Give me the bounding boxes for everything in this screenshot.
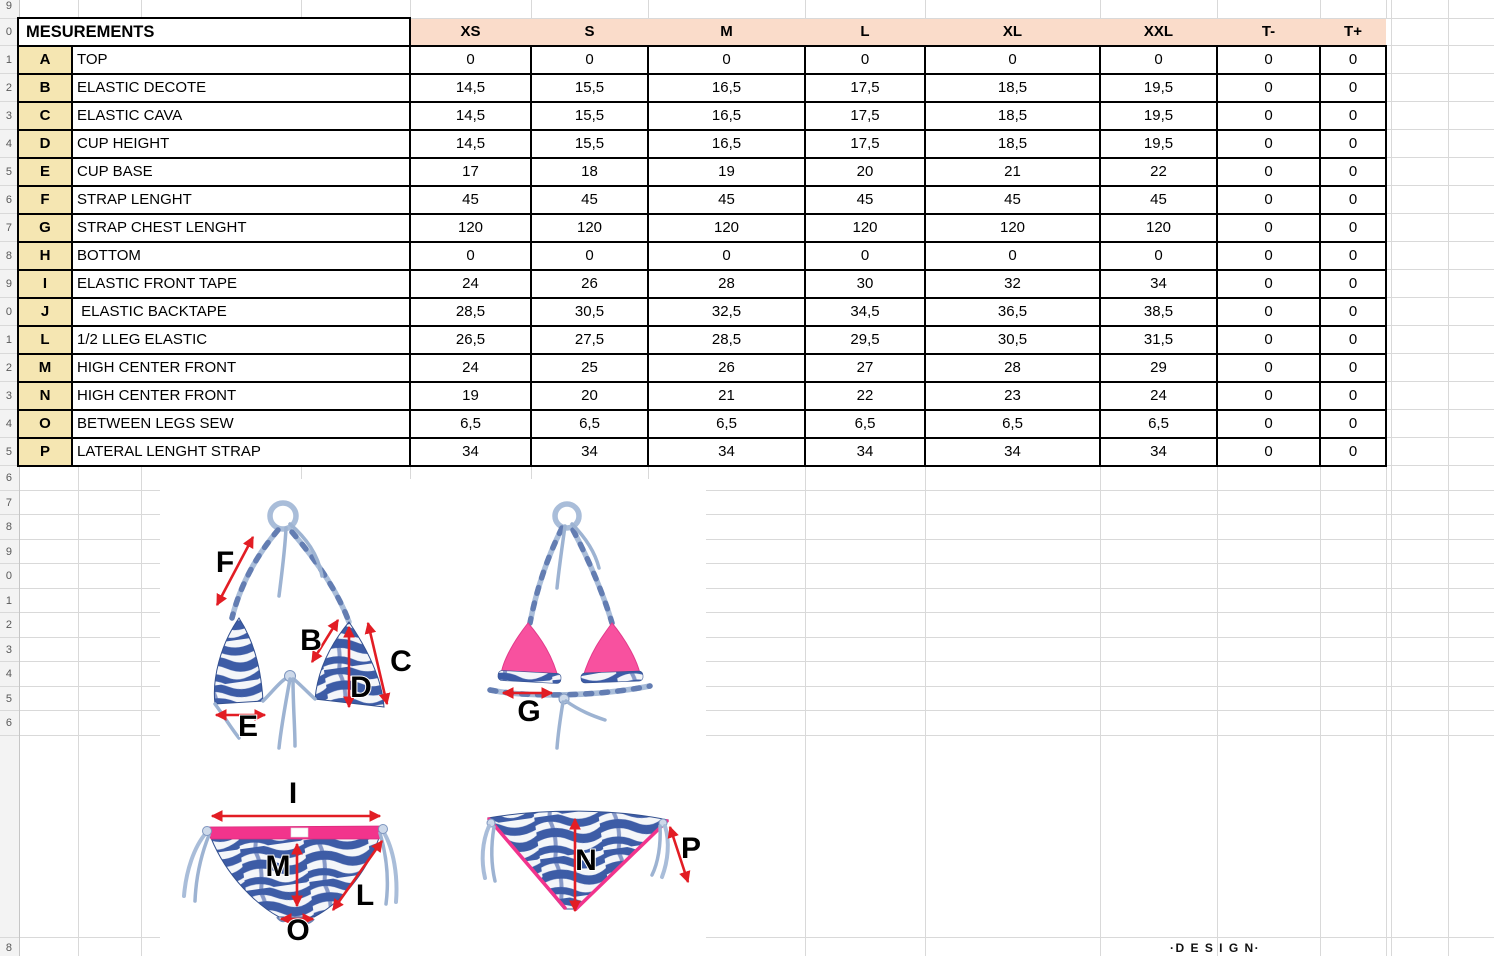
cell-L-XS[interactable]: 26,5 <box>455 331 486 348</box>
diagram-label-P: P <box>680 832 702 865</box>
cell-A-T-[interactable]: 0 <box>1264 51 1273 68</box>
row-number[interactable]: 3 <box>5 110 12 122</box>
cell-D-XL[interactable]: 18,5 <box>997 135 1028 152</box>
cell-E-L[interactable]: 20 <box>856 163 874 180</box>
row-letter-I[interactable]: I <box>42 275 48 292</box>
row-letter-M[interactable]: M <box>38 359 52 376</box>
row-number[interactable]: 4 <box>5 138 12 150</box>
row-letter-P[interactable]: P <box>39 443 50 460</box>
row-number[interactable]: 0 <box>5 26 12 38</box>
cell-C-S[interactable]: 15,5 <box>574 107 605 124</box>
row-name-J[interactable]: ELASTIC BACKTAPE <box>77 303 227 320</box>
col-header-XXL[interactable]: XXL <box>1143 23 1174 40</box>
table-border <box>17 213 1387 215</box>
table-border <box>409 17 411 468</box>
row-letter-B[interactable]: B <box>39 79 51 96</box>
row-letter-H[interactable]: H <box>39 247 51 264</box>
row-number[interactable]: 7 <box>5 222 12 234</box>
cell-G-L[interactable]: 120 <box>852 219 878 236</box>
cell-O-M[interactable]: 6,5 <box>716 415 737 432</box>
table-border <box>17 17 411 19</box>
cell-D-M[interactable]: 16,5 <box>711 135 742 152</box>
cell-B-T-[interactable]: 0 <box>1264 79 1273 96</box>
row-number[interactable]: 4 <box>5 418 12 430</box>
cell-O-XL[interactable]: 6,5 <box>1002 415 1023 432</box>
brand-design-text: ·D E S I G N· <box>1170 941 1261 955</box>
cell-A-XL[interactable]: 0 <box>1008 51 1017 68</box>
table-border <box>17 129 1387 131</box>
cell-H-S[interactable]: 0 <box>585 247 594 264</box>
row-number[interactable]: 0 <box>5 570 12 582</box>
cell-F-S[interactable]: 45 <box>581 191 598 208</box>
cell-E-XL[interactable]: 21 <box>1004 163 1021 180</box>
row-number[interactable]: 2 <box>5 619 12 631</box>
cell-E-T+[interactable]: 0 <box>1348 163 1358 180</box>
row-name-C[interactable]: ELASTIC CAVA <box>77 107 183 124</box>
cell-A-T+[interactable]: 0 <box>1348 51 1358 68</box>
row-number[interactable]: 5 <box>5 693 12 705</box>
cell-J-T-[interactable]: 0 <box>1264 303 1273 320</box>
diagram-label-F: F <box>215 546 235 579</box>
cell-L-T-[interactable]: 0 <box>1264 331 1273 348</box>
cell-C-M[interactable]: 16,5 <box>711 107 742 124</box>
row-letter-J[interactable]: J <box>40 303 50 320</box>
table-border <box>530 45 531 468</box>
cell-M-XL[interactable]: 28 <box>1004 359 1021 376</box>
cell-P-XL[interactable]: 34 <box>1004 443 1021 460</box>
row-number[interactable]: 4 <box>5 668 12 680</box>
row-name-F[interactable]: STRAP LENGHT <box>77 191 192 208</box>
cell-M-T-[interactable]: 0 <box>1264 359 1273 376</box>
cell-I-T-[interactable]: 0 <box>1264 275 1273 292</box>
cell-H-L[interactable]: 0 <box>860 247 870 264</box>
cell-I-XXL[interactable]: 34 <box>1150 275 1167 292</box>
cell-N-XL[interactable]: 23 <box>1004 387 1021 404</box>
table-border <box>17 353 1387 355</box>
cell-I-XS[interactable]: 24 <box>462 275 479 292</box>
table-border <box>17 325 1387 327</box>
table-border <box>17 101 1387 103</box>
cell-L-S[interactable]: 27,5 <box>574 331 605 348</box>
table-border <box>1319 45 1320 468</box>
cell-B-M[interactable]: 16,5 <box>711 79 742 96</box>
row-number[interactable]: 8 <box>5 942 12 954</box>
row-number[interactable]: 3 <box>5 390 12 402</box>
row-letter-E[interactable]: E <box>39 163 50 180</box>
col-header-XL[interactable]: XL <box>1002 23 1023 40</box>
cell-F-XL[interactable]: 45 <box>1004 191 1021 208</box>
cell-M-XXL[interactable]: 29 <box>1150 359 1167 376</box>
cell-G-T-[interactable]: 0 <box>1264 219 1273 236</box>
cell-E-M[interactable]: 19 <box>718 163 735 180</box>
cell-A-L[interactable]: 0 <box>860 51 870 68</box>
cell-M-L[interactable]: 27 <box>856 359 874 376</box>
cell-F-T+[interactable]: 0 <box>1348 191 1358 208</box>
row-number[interactable]: 6 <box>5 194 12 206</box>
cell-C-T+[interactable]: 0 <box>1348 107 1358 124</box>
cell-L-XL[interactable]: 30,5 <box>997 331 1028 348</box>
cell-P-XXL[interactable]: 34 <box>1150 443 1167 460</box>
cell-J-XL[interactable]: 36,5 <box>997 303 1028 320</box>
table-title-mesurements[interactable]: MESUREMENTS <box>20 18 410 46</box>
cell-P-T+[interactable]: 0 <box>1348 443 1358 460</box>
diagram-label-O: O <box>286 914 310 947</box>
row-number[interactable]: 8 <box>5 250 12 262</box>
cell-O-T+[interactable]: 0 <box>1348 415 1358 432</box>
cell-O-XXL[interactable]: 6,5 <box>1148 415 1169 432</box>
cell-J-L[interactable]: 34,5 <box>850 303 880 320</box>
row-letter-N[interactable]: N <box>39 387 51 404</box>
cell-D-T-[interactable]: 0 <box>1264 135 1273 152</box>
cell-F-M[interactable]: 45 <box>718 191 735 208</box>
row-number[interactable]: 2 <box>5 362 12 374</box>
cell-F-XXL[interactable]: 45 <box>1150 191 1167 208</box>
row-name-A[interactable]: TOP <box>77 51 108 68</box>
cell-E-T-[interactable]: 0 <box>1264 163 1273 180</box>
diagram-label-E: E <box>237 710 259 743</box>
row-letter-G[interactable]: G <box>39 219 51 236</box>
cell-H-T-[interactable]: 0 <box>1264 247 1273 264</box>
cell-N-S[interactable]: 20 <box>581 387 598 404</box>
cell-J-XS[interactable]: 28,5 <box>455 303 486 320</box>
row-name-D[interactable]: CUP HEIGHT <box>77 135 170 152</box>
row-name-G[interactable]: STRAP CHEST LENGHT <box>77 219 247 236</box>
row-letter-D[interactable]: D <box>39 135 51 152</box>
table-border <box>1216 45 1217 468</box>
cell-B-T+[interactable]: 0 <box>1348 79 1358 96</box>
cell-O-S[interactable]: 6,5 <box>579 415 600 432</box>
table-border <box>17 269 1387 271</box>
row-name-H[interactable]: BOTTOM <box>77 247 141 264</box>
cell-G-S[interactable]: 120 <box>576 219 603 236</box>
row-letter-A[interactable]: A <box>39 51 51 68</box>
cell-N-XS[interactable]: 19 <box>462 387 479 404</box>
row-number[interactable]: 9 <box>5 546 12 558</box>
diagram-label-C: C <box>390 645 412 678</box>
cell-M-M[interactable]: 26 <box>718 359 735 376</box>
col-header-S[interactable]: S <box>584 23 595 40</box>
cell-N-T+[interactable]: 0 <box>1348 387 1358 404</box>
cell-I-T+[interactable]: 0 <box>1348 275 1358 292</box>
cell-J-M[interactable]: 32,5 <box>711 303 742 320</box>
row-number[interactable]: 8 <box>5 521 12 533</box>
cell-G-XS[interactable]: 120 <box>457 219 484 236</box>
cell-H-XXL[interactable]: 0 <box>1154 247 1163 264</box>
table-border <box>804 45 805 468</box>
row-number[interactable]: 5 <box>5 166 12 178</box>
row-letter-O[interactable]: O <box>39 415 51 432</box>
col-header-XS[interactable]: XS <box>460 23 481 40</box>
cell-L-T+[interactable]: 0 <box>1348 331 1358 348</box>
cell-A-XXL[interactable]: 0 <box>1154 51 1163 68</box>
diagram-label-I: I <box>288 777 298 810</box>
row-number[interactable]: 6 <box>5 472 12 484</box>
cell-L-XXL[interactable]: 31,5 <box>1143 331 1174 348</box>
cell-C-XL[interactable]: 18,5 <box>997 107 1028 124</box>
cell-H-T+[interactable]: 0 <box>1348 247 1358 264</box>
table-border <box>17 241 1387 243</box>
cell-N-M[interactable]: 21 <box>718 387 735 404</box>
col-header-M[interactable]: M <box>720 23 733 40</box>
cell-I-XL[interactable]: 32 <box>1004 275 1021 292</box>
cell-G-T+[interactable]: 0 <box>1348 219 1358 236</box>
row-number[interactable]: 1 <box>5 334 12 346</box>
row-number[interactable]: 1 <box>5 595 12 607</box>
cell-D-S[interactable]: 15,5 <box>574 135 605 152</box>
table-border <box>17 465 1387 467</box>
table-border <box>17 409 1387 411</box>
cell-D-L[interactable]: 17,5 <box>850 135 880 152</box>
cell-I-S[interactable]: 26 <box>581 275 598 292</box>
row-letter-C[interactable]: C <box>39 107 51 124</box>
cell-B-XXL[interactable]: 19,5 <box>1143 79 1174 96</box>
cell-C-XS[interactable]: 14,5 <box>455 107 486 124</box>
cell-F-XS[interactable]: 45 <box>462 191 479 208</box>
table-border <box>71 45 73 468</box>
row-number[interactable]: 0 <box>5 306 12 318</box>
table-border <box>17 381 1387 383</box>
cell-A-M[interactable]: 0 <box>722 51 731 68</box>
cell-A-XS[interactable]: 0 <box>466 51 475 68</box>
cell-M-S[interactable]: 25 <box>581 359 598 376</box>
row-number[interactable]: 3 <box>5 644 12 656</box>
cell-O-XS[interactable]: 6,5 <box>460 415 481 432</box>
cell-C-L[interactable]: 17,5 <box>850 107 880 124</box>
row-name-N[interactable]: HIGH CENTER FRONT <box>77 387 237 404</box>
cell-G-XL[interactable]: 120 <box>999 219 1026 236</box>
row-number[interactable]: 5 <box>5 446 12 458</box>
cell-L-L[interactable]: 29,5 <box>850 331 880 348</box>
cell-M-T+[interactable]: 0 <box>1348 359 1358 376</box>
cell-E-S[interactable]: 18 <box>581 163 598 180</box>
cell-G-M[interactable]: 120 <box>713 219 740 236</box>
diagram-label-G: G <box>517 695 541 728</box>
table-border <box>17 45 1387 47</box>
cell-B-S[interactable]: 15,5 <box>574 79 605 96</box>
row-number-strip <box>0 0 20 956</box>
row-letter-L[interactable]: L <box>40 331 50 348</box>
cell-F-T-[interactable]: 0 <box>1264 191 1273 208</box>
cell-B-XS[interactable]: 14,5 <box>455 79 486 96</box>
cell-N-T-[interactable]: 0 <box>1264 387 1273 404</box>
cell-B-XL[interactable]: 18,5 <box>997 79 1028 96</box>
col-header-L[interactable]: L <box>860 23 870 40</box>
row-number[interactable]: 2 <box>5 82 12 94</box>
row-name-P[interactable]: LATERAL LENGHT STRAP <box>77 443 261 460</box>
cell-P-XS[interactable]: 34 <box>462 443 479 460</box>
row-name-B[interactable]: ELASTIC DECOTE <box>77 79 207 96</box>
table-border <box>1099 45 1100 468</box>
cell-J-T+[interactable]: 0 <box>1348 303 1358 320</box>
cell-F-L[interactable]: 45 <box>856 191 874 208</box>
row-letter-F[interactable]: F <box>40 191 50 208</box>
row-name-M[interactable]: HIGH CENTER FRONT <box>77 359 237 376</box>
cell-D-XXL[interactable]: 19,5 <box>1143 135 1174 152</box>
cell-P-M[interactable]: 34 <box>718 443 735 460</box>
cell-J-XXL[interactable]: 38,5 <box>1143 303 1174 320</box>
cell-C-T-[interactable]: 0 <box>1264 107 1273 124</box>
cell-M-XS[interactable]: 24 <box>462 359 479 376</box>
cell-O-T-[interactable]: 0 <box>1264 415 1273 432</box>
table-border <box>647 45 648 468</box>
table-border <box>17 185 1387 187</box>
cell-P-S[interactable]: 34 <box>581 443 598 460</box>
cell-H-XS[interactable]: 0 <box>466 247 475 264</box>
cell-B-L[interactable]: 17,5 <box>850 79 880 96</box>
table-border <box>17 157 1387 159</box>
row-name-L[interactable]: 1/2 LLEG ELASTIC <box>77 331 208 348</box>
row-number[interactable]: 9 <box>5 278 12 290</box>
cell-A-S[interactable]: 0 <box>585 51 594 68</box>
cell-E-XS[interactable]: 17 <box>462 163 479 180</box>
diagram-label-D: D <box>350 671 372 704</box>
cell-P-L[interactable]: 34 <box>856 443 874 460</box>
cell-O-L[interactable]: 6,5 <box>854 415 876 432</box>
cell-E-XXL[interactable]: 22 <box>1150 163 1167 180</box>
row-name-E[interactable]: CUP BASE <box>77 163 153 180</box>
cell-D-XS[interactable]: 14,5 <box>455 135 486 152</box>
row-number[interactable]: 7 <box>5 497 12 509</box>
table-border <box>17 437 1387 439</box>
cell-L-M[interactable]: 28,5 <box>711 331 742 348</box>
table-border <box>1385 45 1387 468</box>
diagram-label-B: B <box>300 624 322 657</box>
col-header-T-[interactable]: T- <box>1261 23 1276 40</box>
cell-D-T+[interactable]: 0 <box>1348 135 1358 152</box>
row-number[interactable]: 6 <box>5 717 12 729</box>
cell-P-T-[interactable]: 0 <box>1264 443 1273 460</box>
col-header-T+[interactable]: T+ <box>1344 23 1362 40</box>
table-border <box>17 73 1387 75</box>
cell-N-XXL[interactable]: 24 <box>1150 387 1167 404</box>
table-border <box>924 45 925 468</box>
row-number[interactable]: 1 <box>5 54 12 66</box>
cell-J-S[interactable]: 30,5 <box>574 303 605 320</box>
cell-N-L[interactable]: 22 <box>856 387 874 404</box>
cell-C-XXL[interactable]: 19,5 <box>1143 107 1174 124</box>
cell-H-M[interactable]: 0 <box>722 247 731 264</box>
table-border <box>17 297 1387 299</box>
row-name-I[interactable]: ELASTIC FRONT TAPE <box>77 275 238 292</box>
diagram-label-N: N <box>575 844 597 877</box>
cell-I-L[interactable]: 30 <box>856 275 874 292</box>
row-number[interactable]: 9 <box>5 0 12 12</box>
diagram-label-L: L <box>355 879 375 912</box>
diagram-label-M: M <box>265 850 291 883</box>
cell-H-XL[interactable]: 0 <box>1008 247 1017 264</box>
cell-G-XXL[interactable]: 120 <box>1145 219 1172 236</box>
cell-I-M[interactable]: 28 <box>718 275 735 292</box>
row-name-O[interactable]: BETWEEN LEGS SEW <box>77 415 234 432</box>
